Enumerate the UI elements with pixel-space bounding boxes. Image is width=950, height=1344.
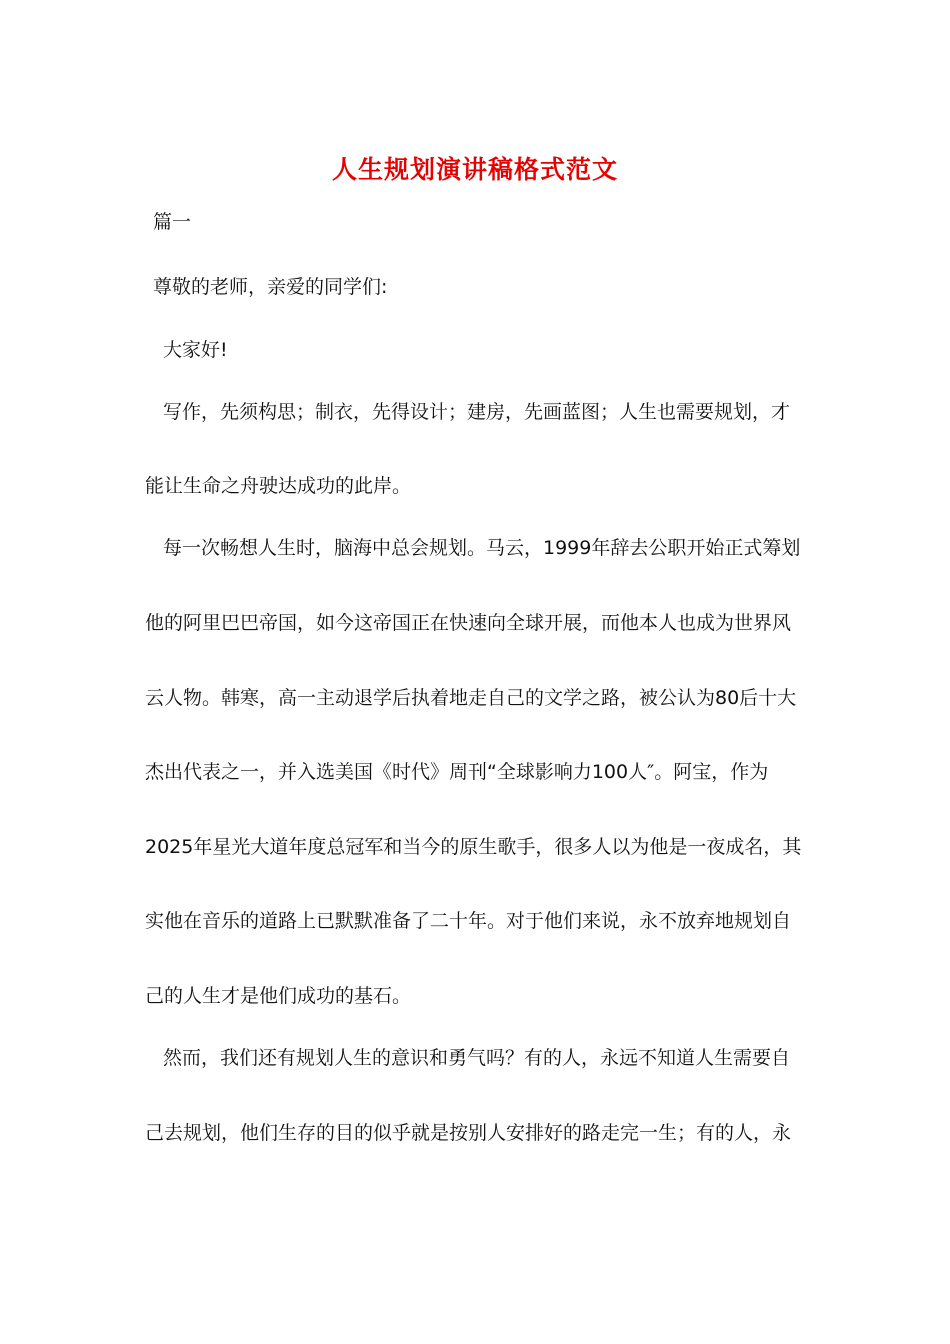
paragraph-line: 云人物。韩寒，高一主动退学后执着地走自己的文学之路，被公认为80后十大 — [145, 687, 797, 709]
greeting: 大家好! — [163, 339, 228, 361]
paragraph-line: 每一次畅想人生时，脑海中总会规划。马云，1999年辞去公职开始正式筹划 — [163, 537, 801, 559]
paragraph-line: 能让生命之舟驶达成功的此岸。 — [145, 475, 412, 497]
paragraph-line: 2025年星光大道年度总冠军和当今的原生歌手，很多人以为他是一夜成名，其 — [145, 836, 802, 858]
paragraph-line: 写作，先须构思；制衣，先得设计；建房，先画蓝图；人生也需要规划，才 — [163, 401, 791, 423]
paragraph-line: 己去规划，他们生存的目的似乎就是按别人安排好的路走完一生；有的人，永 — [145, 1122, 792, 1144]
paragraph-line: 己的人生才是他们成功的基石。 — [145, 985, 412, 1007]
salutation: 尊敬的老师，亲爱的同学们: — [153, 276, 388, 298]
paragraph-line: 他的阿里巴巴帝国，如今这帝国正在快速向全球开展，而他本人也成为世界风 — [145, 612, 792, 634]
section-heading: 篇一 — [153, 211, 192, 233]
paragraph-line: 然而，我们还有规划人生的意识和勇气吗？有的人，永远不知道人生需要自 — [163, 1047, 791, 1069]
paragraph-line: 实他在音乐的道路上已默默准备了二十年。对于他们来说，永不放弃地规划自 — [145, 910, 792, 932]
document-title: 人生规划演讲稿格式范文 — [331, 155, 618, 184]
paragraph-line: 杰出代表之一，并入选美国《时代》周刊“全球影响力100人″。阿宝，作为 — [145, 761, 769, 783]
